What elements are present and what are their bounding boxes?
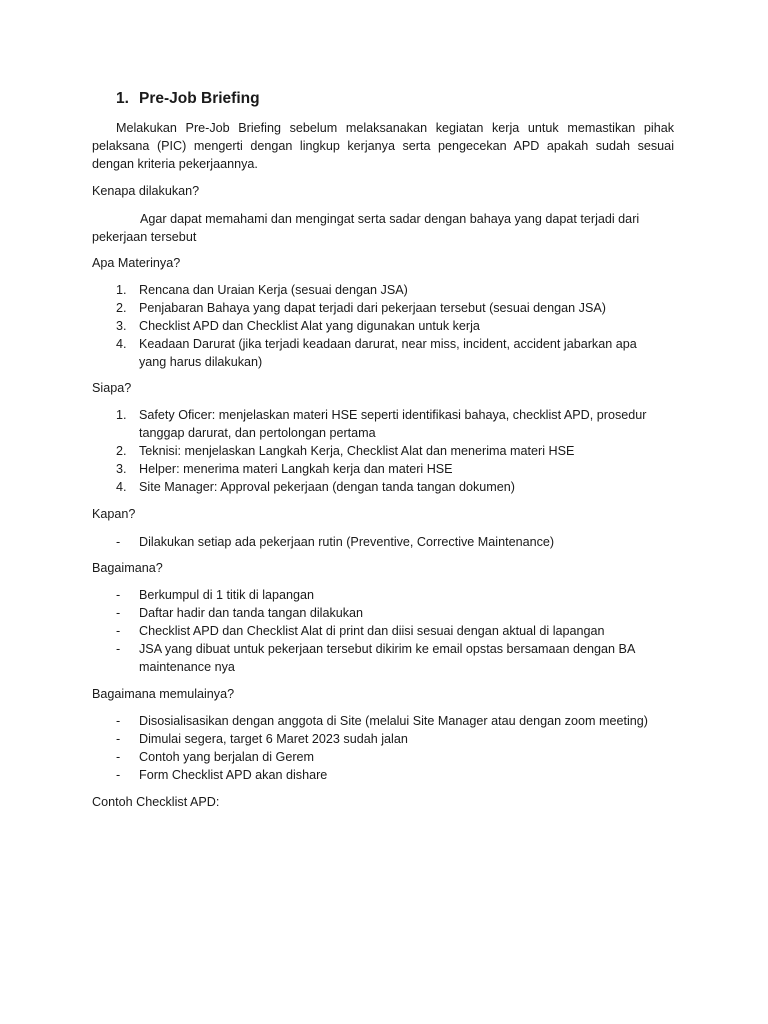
list-bullet: - xyxy=(116,732,121,746)
list-item: Disosialisasikan dengan anggota di Site (melalui Site Manager atau dengan zoom meeting) xyxy=(139,714,648,728)
list-bullet: - xyxy=(116,606,121,620)
why-line-2: pekerjaan tersebut xyxy=(92,230,197,244)
list-bullet: - xyxy=(116,768,121,782)
list-item: JSA yang dibuat untuk pekerjaan tersebut dikirim ke email opstas bersamaan dengan BA xyxy=(139,642,636,656)
list-item: Checklist APD dan Checklist Alat di print dan diisi sesuai dengan aktual di lapangan xyxy=(139,624,605,638)
list-item: Berkumpul di 1 titik di lapangan xyxy=(139,588,315,602)
list-item: Keadaan Darurat (jika terjadi keadaan darurat, near miss, incident, accident jabarkan apa xyxy=(139,337,637,351)
list-item: Rencana dan Uraian Kerja (sesuai dengan JSA) xyxy=(139,283,408,297)
list-number: 4. xyxy=(116,337,127,351)
list-item: Helper: menerima materi Langkah kerja dan materi HSE xyxy=(139,462,453,476)
why-question: Kenapa dilakukan? xyxy=(92,184,200,198)
list-number: 2. xyxy=(116,444,127,458)
material-question: Apa Materinya? xyxy=(92,256,181,270)
example-label: Contoh Checklist APD: xyxy=(92,795,220,809)
list-item: Site Manager: Approval pekerjaan (dengan tanda tangan dokumen) xyxy=(139,480,515,494)
list-bullet: - xyxy=(116,535,121,549)
list-item-continuation: tanggap darurat, dan pertolongan pertama xyxy=(139,426,376,440)
section-number: 1. xyxy=(116,90,129,107)
list-number: 1. xyxy=(116,283,127,297)
how-question: Bagaimana? xyxy=(92,561,163,575)
list-item-continuation: yang harus dilakukan) xyxy=(139,355,263,369)
list-item: Contoh yang berjalan di Gerem xyxy=(139,750,315,764)
who-question: Siapa? xyxy=(92,381,132,395)
list-bullet: - xyxy=(116,642,121,656)
intro-line-3: dengan kriteria pekerjaannya. xyxy=(92,157,258,171)
list-bullet: - xyxy=(116,714,121,728)
list-item: Dilakukan setiap ada pekerjaan rutin (Preventive, Corrective Maintenance) xyxy=(139,535,555,549)
section-title: Pre-Job Briefing xyxy=(139,90,260,107)
list-number: 3. xyxy=(116,319,127,333)
list-number: 3. xyxy=(116,462,127,476)
list-item: Penjabaran Bahaya yang dapat terjadi dari pekerjaan tersebut (sesuai dengan JSA) xyxy=(139,301,606,315)
list-number: 4. xyxy=(116,480,127,494)
list-bullet: - xyxy=(116,588,121,602)
list-bullet: - xyxy=(116,750,121,764)
list-item: Checklist APD dan Checklist Alat yang digunakan untuk kerja xyxy=(139,319,480,333)
list-number: 1. xyxy=(116,408,127,422)
list-item: Safety Oficer: menjelaskan materi HSE seperti identifikasi bahaya, checklist APD, prosedur xyxy=(139,408,647,422)
list-bullet: - xyxy=(116,624,121,638)
list-item: Form Checklist APD akan dishare xyxy=(139,768,328,782)
list-item-continuation: maintenance nya xyxy=(139,660,235,674)
start-question: Bagaimana memulainya? xyxy=(92,687,235,701)
intro-line-1: Melakukan Pre-Job Briefing sebelum melaksanakan kegiatan kerja untuk memastikan pihak xyxy=(116,121,674,135)
when-question: Kapan? xyxy=(92,507,136,521)
list-item: Dimulai segera, target 6 Maret 2023 sudah jalan xyxy=(139,732,408,746)
list-item: Teknisi: menjelaskan Langkah Kerja, Checklist Alat dan menerima materi HSE xyxy=(139,444,575,458)
list-number: 2. xyxy=(116,301,127,315)
why-line-1: Agar dapat memahami dan mengingat serta sadar dengan bahaya yang dapat terjadi dari xyxy=(140,212,640,226)
list-item: Daftar hadir dan tanda tangan dilakukan xyxy=(139,606,364,620)
intro-line-2: pelaksana (PIC) mengerti dengan lingkup kerjanya serta pengecekan APD apakah sudah sesuai xyxy=(92,139,674,153)
